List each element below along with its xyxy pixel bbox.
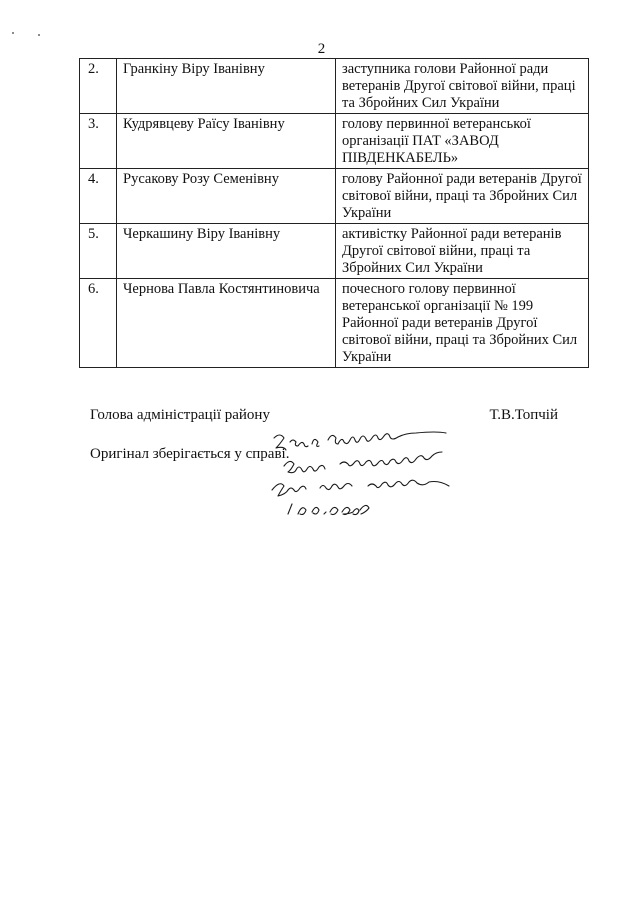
row-number: 2.	[80, 59, 117, 114]
scan-speck	[38, 34, 40, 36]
person-role: почесного голову первинної ветеранської організації № 199 Районної ради ветеранів Другої світової війни, праці та Збройних Сил України	[336, 279, 589, 368]
person-name: Кудрявцеву Раїсу Іванівну	[117, 114, 336, 169]
row-number: 4.	[80, 169, 117, 224]
person-name: Чернова Павла Костянтиновича	[117, 279, 336, 368]
signatory-name: Т.В.Топчій	[489, 407, 558, 423]
signatory-position: Голова адміністрації району	[90, 407, 270, 423]
person-role: голову Районної ради ветеранів Другої світової війни, праці та Збройних Сил України	[336, 169, 589, 224]
table-row	[80, 114, 589, 169]
roster-table	[79, 58, 589, 368]
table-row	[80, 279, 589, 368]
page-number: 2	[317, 41, 326, 57]
row-number: 5.	[80, 224, 117, 279]
original-storage-note: Оригінал зберігається у справі.	[90, 446, 290, 462]
person-name: Черкашину Віру Іванівну	[117, 224, 336, 279]
person-name: Гранкіну Віру Іванівну	[117, 59, 336, 114]
handwritten-certification	[262, 428, 532, 528]
person-role: заступника голови Районної ради ветеранів Другої світової війни, праці та Збройних Сил України	[336, 59, 589, 114]
table-row	[80, 224, 589, 279]
table-row	[80, 59, 589, 114]
row-number: 6.	[80, 279, 117, 368]
person-name: Русакову Розу Семенівну	[117, 169, 336, 224]
person-role: активістку Районної ради ветеранів Другої світової війни, праці та Збройних Сил України	[336, 224, 589, 279]
table-row	[80, 169, 589, 224]
row-number: 3.	[80, 114, 117, 169]
person-role: голову первинної ветеранської організації ПАТ «ЗАВОД ПІВДЕНКАБЕЛЬ»	[336, 114, 589, 169]
scan-speck	[12, 32, 14, 34]
